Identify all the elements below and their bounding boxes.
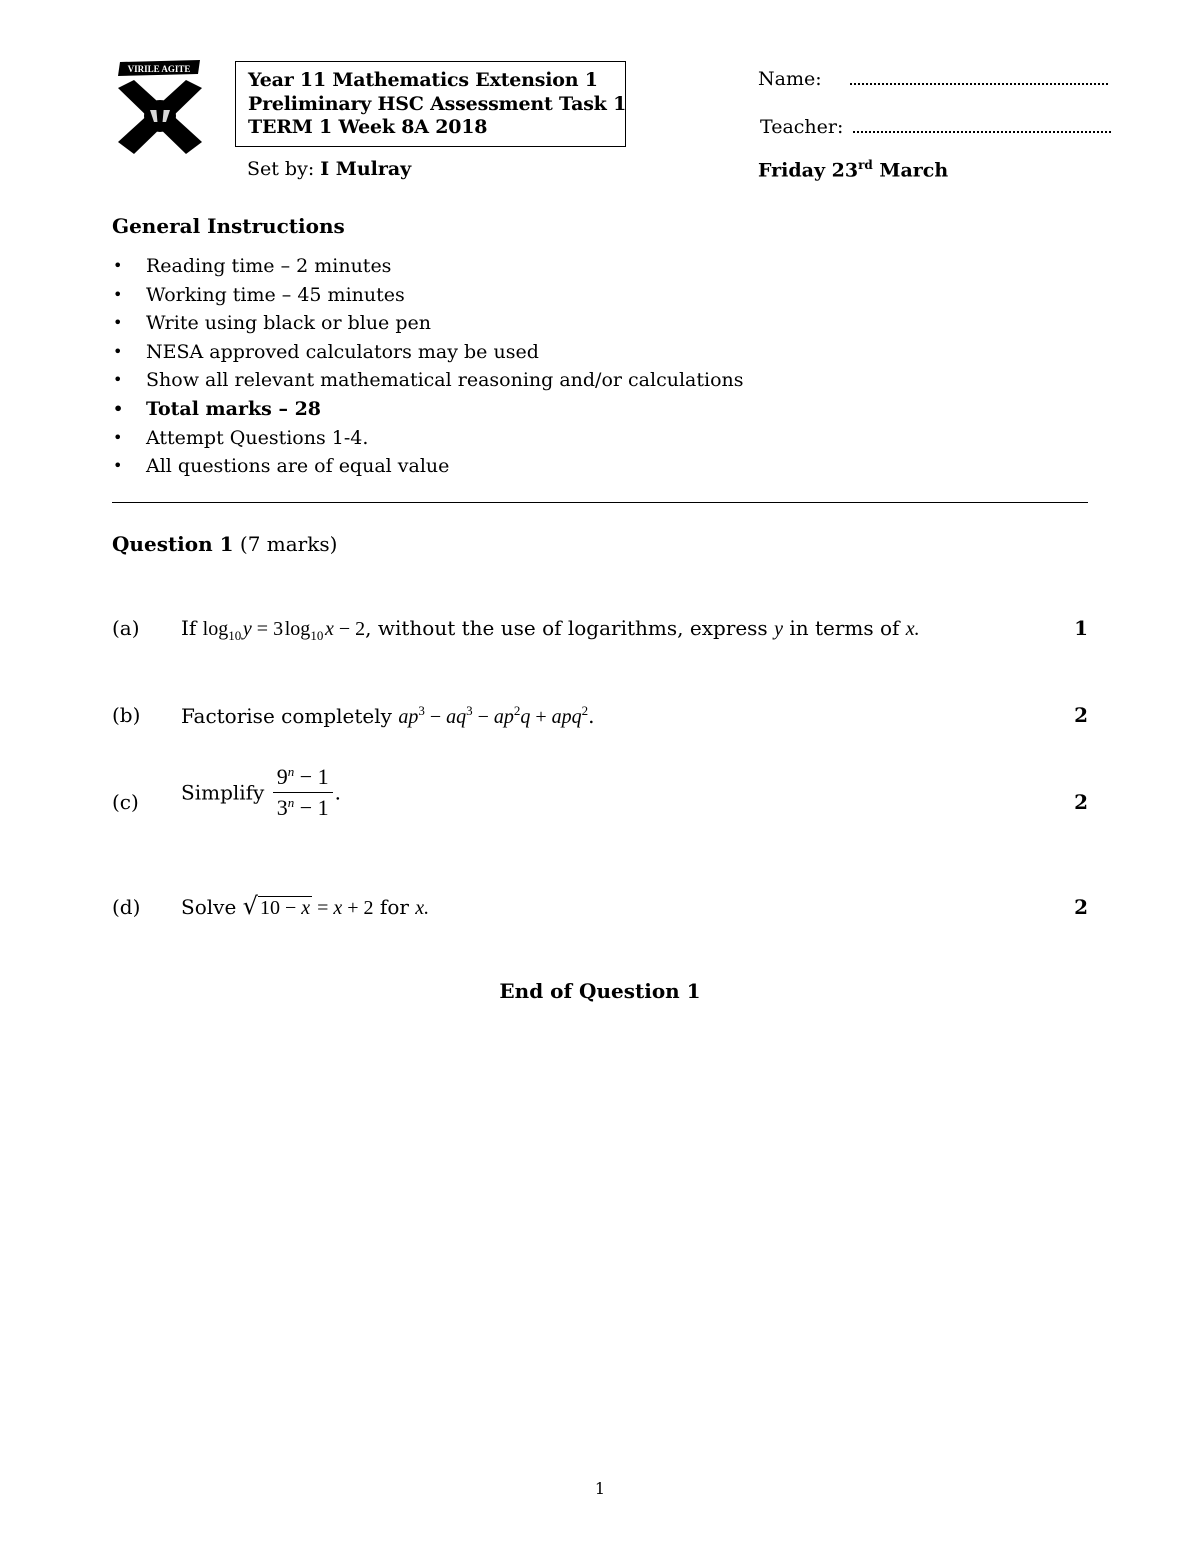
question-1-heading xyxy=(112,532,337,556)
part-a-marks: 1 xyxy=(1074,616,1088,640)
part-c-label: (c) xyxy=(112,790,139,814)
teacher-field xyxy=(760,116,1111,138)
list-item: • All questions are of equal value xyxy=(112,452,744,481)
list-item: • Write using black or blue pen xyxy=(112,309,744,338)
list-item: • Total marks – 28 xyxy=(112,395,744,424)
instructions-list xyxy=(112,252,744,481)
exam-date xyxy=(758,158,948,181)
part-d-label: (d) xyxy=(112,895,141,919)
math-fraction: $\frac{9^n - 1}{3^n - 1}$ xyxy=(273,764,333,821)
section-divider xyxy=(112,502,1088,503)
title-line-1: Year 11 Mathematics Extension 1 xyxy=(248,69,598,91)
bullet-icon: • xyxy=(113,398,124,418)
bullet-icon: • xyxy=(113,427,123,447)
crest-motto-text: VIRILE AGITE xyxy=(127,64,191,74)
part-c-marks: 2 xyxy=(1074,790,1088,814)
title-line-3: TERM 1 Week 8A 2018 xyxy=(248,116,488,138)
name-blank-line[interactable] xyxy=(850,69,1108,85)
list-item: • Attempt Questions 1-4. xyxy=(112,424,744,453)
part-a-text: If $\log_{10}$ y = 3 $\log_{10}$ x − 2, without the use of logarithms, express y in terms of x. xyxy=(181,616,920,643)
bullet-icon: • xyxy=(113,370,123,390)
question-title: Question 1 xyxy=(112,532,234,556)
school-crest-logo xyxy=(112,58,207,158)
math-factorise-expression: $ap^3 - aq^3 - ap^2q + apq^2$ xyxy=(398,703,589,728)
bullet-icon: • xyxy=(113,256,123,275)
page-number: 1 xyxy=(594,1479,606,1498)
bullet-icon: • xyxy=(113,456,123,476)
date-suffix: rd xyxy=(858,158,873,172)
list-item: • NESA approved calculators may be used xyxy=(112,338,744,367)
part-b-marks: 2 xyxy=(1074,703,1088,727)
teacher-blank-line[interactable] xyxy=(853,117,1111,133)
part-b-label: (b) xyxy=(112,703,141,727)
date-day: Friday 23 xyxy=(758,159,859,182)
question-marks-note: (7 marks) xyxy=(239,532,338,556)
bullet-icon: • xyxy=(113,313,123,333)
part-d-marks: 2 xyxy=(1074,895,1088,919)
list-item: • Working time – 45 minutes xyxy=(112,281,744,310)
name-field xyxy=(758,68,1108,90)
math-log-equation: $\log_{10}$ y = 3 $\log_{10}$ x − 2 xyxy=(202,618,366,643)
teacher-label: Teacher: xyxy=(760,116,844,138)
name-label: Name: xyxy=(758,68,822,90)
part-d-text: Solve √ 10 − x = x + 2 for x. xyxy=(181,892,430,920)
set-by-name: I Mulray xyxy=(320,158,412,180)
set-by xyxy=(247,158,411,180)
part-b-text: Factorise completely $ap^3 - aq^3 - ap^2q + apq^2$. xyxy=(181,703,595,728)
set-by-label: Set by: xyxy=(247,158,315,180)
general-instructions-heading: General Instructions xyxy=(112,214,345,238)
title-line-2: Preliminary HSC Assessment Task 1 xyxy=(248,92,627,115)
list-item: • Reading time – 2 minutes xyxy=(112,252,744,281)
math-sqrt-equation: √ 10 − x = x + 2 xyxy=(242,892,374,920)
end-of-question-text: End of Question 1 xyxy=(499,979,701,1003)
bullet-icon: • xyxy=(113,341,123,361)
part-c-text: Simplify $\frac{9^n - 1}{3^n - 1}$ . xyxy=(181,764,341,820)
part-a-label: (a) xyxy=(112,616,140,640)
date-month: March xyxy=(879,159,949,182)
assessment-title-box xyxy=(235,61,626,147)
list-item: • Show all relevant mathematical reasoning and/or calculations xyxy=(112,366,744,395)
bullet-icon: • xyxy=(113,284,123,304)
